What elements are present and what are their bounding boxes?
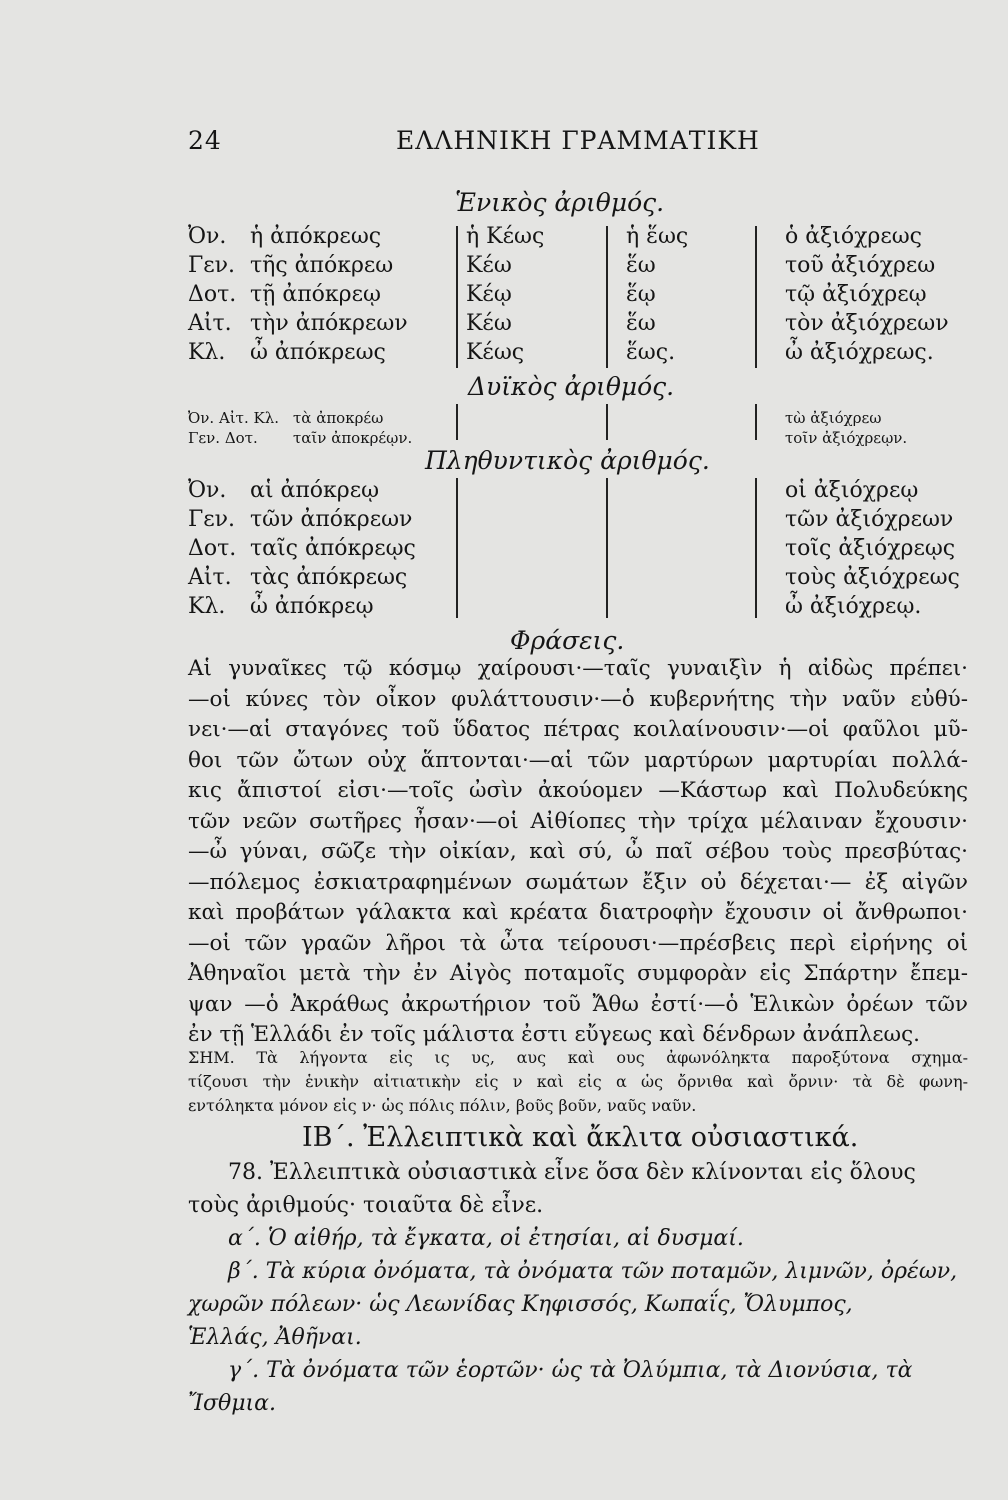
table-cell: Κέως <box>466 340 525 365</box>
text-line: εντόληκτα μόνον εἰς ν· ὡς πόλις πόλιν, βοῦς βοῦν, ναῦς ναῦν. <box>188 1096 697 1115</box>
text-line: Αἱ γυναῖκες τῷ κόσμῳ χαίρουσι·—ταῖς γυναιξὶν ἡ αἰδὼς πρέπει· <box>188 656 968 681</box>
table-cell <box>616 563 775 592</box>
column-rule <box>755 478 757 618</box>
table-cell <box>456 408 616 428</box>
column-rule <box>606 226 608 368</box>
table-cell: τοῦ ἀξιόχρεω <box>785 253 936 278</box>
table-cell: τοῖν ἀξιόχρεῳν. <box>785 429 908 447</box>
table-row <box>188 309 985 338</box>
paragraph-78 <box>188 1156 968 1420</box>
table-row <box>188 563 985 592</box>
phrases-title: Φράσεις. <box>510 626 625 655</box>
table-cell: ἡ Κέως <box>466 224 545 249</box>
column-rule <box>755 404 757 440</box>
table-row <box>188 222 985 251</box>
table-cell: τῷ ἀξιόχρεῳ <box>785 282 927 307</box>
table-cell: ταῖς ἀπόκρεῳς <box>250 536 416 561</box>
text-line: Ἀθηναῖοι μετὰ τὴν ἐν Αἰγὸς ποταμοῖς συμφορὰν εἰς Σπάρτην ἔπεμ- <box>188 961 968 986</box>
table-cell: τὸν ἀξιόχρεων <box>785 311 949 336</box>
text-line: Ἴσθμια. <box>188 1391 276 1416</box>
table-cell <box>456 592 616 621</box>
table-cell: οἱ ἀξιόχρεῳ <box>785 478 919 503</box>
table-row <box>188 408 985 428</box>
table-cell <box>456 563 616 592</box>
table-cell: τὴν ἀπόκρεων <box>250 311 408 336</box>
table-row <box>188 338 985 367</box>
table-cell <box>616 476 775 505</box>
page-number: 24 <box>188 126 222 155</box>
table-cell: τῇ ἀπόκρεῳ <box>250 282 381 307</box>
column-rule <box>456 478 458 618</box>
text-line: —οἱ κύνες τὸν οἶκον φυλάττουσιν·—ὁ κυβερνήτης τὴν ναῦν εὐθύ- <box>188 686 968 712</box>
text-line: β΄. Τὰ κύρια ὀνόματα, τὰ ὀνόματα τῶν ποταμῶν, λιμνῶν, ὀρέων, <box>228 1259 958 1284</box>
table-cell: τὼ ἀξιόχρεω <box>785 409 882 427</box>
text-line: χωρῶν πόλεων· ὡς Λεωνίδας Κηφισσός, Κωπαΐς, Ὄλυμπος, <box>188 1292 853 1317</box>
table-cell: τῶν ἀπόκρεων <box>250 507 413 532</box>
table-cell: αἱ ἀπόκρεῳ <box>250 478 380 503</box>
table-cell <box>616 428 775 448</box>
section-heading: ΙΒ΄. Ἐλλειπτικὰ καὶ ἄκλιτα οὐσιαστικά. <box>302 1122 859 1153</box>
text-line: —πόλεμος ἐσκιατραφημένων σωμάτων ἔξιν οὐ δέχεται·— ἐξ αἰγῶν <box>188 869 968 895</box>
table-cell <box>616 408 775 428</box>
text-line: κις ἄπιστοί εἰσι·—τοῖς ὠσὶν ἀκούομεν —Κάστωρ καὶ Πολυδεύκης <box>188 778 968 803</box>
text-line: γ΄. Τὰ ὀνόματα τῶν ἑορτῶν· ὡς τὰ Ὀλύμπια, τὰ Διονύσια, τὰ <box>228 1358 913 1383</box>
table-row <box>188 280 985 309</box>
text-line: ἐν τῇ Ἑλλάδι ἐν τοῖς μάλιστα ἐστι εὔγεως καὶ δένδρων ἀνάπλεως. <box>188 1022 920 1047</box>
table-row <box>188 505 985 534</box>
text-line: τῶν νεῶν σωτῆρες ἦσαν·—οἱ Αἰθίοπες τὴν τρίχα μέλαιναν ἔχουσιν· <box>188 808 968 834</box>
table-cell: τοῖς ἀξιόχρεῳς <box>785 536 956 561</box>
table-cell: ὦ ἀπόκρεως <box>250 340 386 365</box>
dual-title: Δυϊκὸς ἀριθμός. <box>468 372 675 401</box>
plural-title: Πληθυντικὸς ἀριθμός. <box>425 446 710 475</box>
table-cell <box>616 592 775 621</box>
table-cell: Γεν. <box>188 507 236 532</box>
table-cell: τῆς ἀπόκρεω <box>250 253 394 278</box>
column-rule <box>606 478 608 618</box>
text-line: νει·—αἱ σταγόνες τοῦ ὕδατος πέτρας κοιλαίνουσιν·—οἱ φαῦλοι μῦ- <box>188 717 968 742</box>
table-row <box>188 476 985 505</box>
text-line: α΄. Ὁ αἰθήρ, τὰ ἔγκατα, οἱ ἐτησίαι, αἱ δυσμαί. <box>228 1226 744 1251</box>
table-row <box>188 534 985 563</box>
table-cell: Δοτ. <box>188 282 237 307</box>
text-line: ψαν —ὁ Ἀκράθως ἀκρωτήριον τοῦ Ἄθω ἐστί·—ὁ Ἑλικὼν ὀρέων τῶν <box>188 991 968 1017</box>
table-row <box>188 592 985 621</box>
table-cell <box>456 428 616 448</box>
text-line: 78. Ἐλλειπτικὰ οὐσιαστικὰ εἶνε ὅσα δὲν κλίνονται εἰς ὅλους <box>228 1160 916 1185</box>
table-cell: Ὀν. <box>188 224 227 249</box>
table-row <box>188 428 985 448</box>
table-cell: Αἰτ. <box>188 311 232 336</box>
table-cell: Δοτ. <box>188 536 237 561</box>
text-line: θοι τῶν ὤτων οὐχ ἅπτονται·—αἱ τῶν μαρτύρων μαρτυρίαι πολλά- <box>188 747 968 773</box>
table-cell: Κέω <box>466 311 512 336</box>
table-cell <box>456 476 616 505</box>
table-cell <box>456 505 616 534</box>
table-cell: Κέω <box>466 253 512 278</box>
phrases-text <box>188 654 968 1051</box>
text-line: Ἑλλάς, Ἀθῆναι. <box>188 1325 362 1350</box>
table-cell <box>456 534 616 563</box>
text-line: —οἱ τῶν γραῶν λῆροι τὰ ὦτα τείρουσι·—πρέσβεις περὶ εἰρήνης οἱ <box>188 930 968 956</box>
table-cell: τὰ ἀποκρέω <box>293 409 384 427</box>
plural-table <box>188 476 985 621</box>
text-line: τοὺς ἀριθμούς· τοιαῦτα δὲ εἶνε. <box>188 1193 544 1218</box>
table-cell: ἕω <box>626 253 656 278</box>
table-cell: Γεν. <box>188 253 236 278</box>
table-cell: Ὀν. <box>188 478 227 503</box>
table-cell <box>616 505 775 534</box>
singular-title: Ἑνικὸς ἀριθμός. <box>455 188 665 217</box>
table-cell: Γεν. Δοτ. <box>188 429 258 447</box>
table-cell: Κλ. <box>188 594 226 619</box>
text-line: καὶ προβάτων γάλακτα καὶ κρέατα διατροφὴν ἔχουσιν οἱ ἄνθρωποι· <box>188 900 968 925</box>
table-cell: Αἰτ. <box>188 565 232 590</box>
table-cell: τὰς ἀπόκρεως <box>250 565 408 590</box>
table-cell: ἕῳ <box>626 282 656 307</box>
table-cell: Κλ. <box>188 340 226 365</box>
table-cell: Ὀν. Αἰτ. Κλ. <box>188 409 279 427</box>
note-text <box>188 1046 968 1118</box>
table-cell <box>616 534 775 563</box>
table-cell: ὦ ἀξιόχρεως. <box>785 340 934 365</box>
running-title: ΕΛΛΗΝΙΚΗ ΓΡΑΜΜΑΤΙΚΗ <box>396 126 760 155</box>
table-cell: τῶν ἀξιόχρεων <box>785 507 954 532</box>
table-cell: ἕως. <box>626 340 676 365</box>
column-rule <box>755 226 757 368</box>
text-line: ΣΗΜ. Τὰ λήγοντα εἰς ις υς, αυς καὶ ους ἀφωνόληκτα παροξύτονα σχημα- <box>188 1048 968 1067</box>
text-line: τίζουσι τὴν ἑνικὴν αἰτιατικὴν εἰς ν καὶ εἰς α ὡς ὄρνιθα καὶ ὄρνιν· τὰ δὲ φωνη- <box>188 1072 968 1091</box>
table-cell: τοὺς ἀξιόχρεως <box>785 565 960 590</box>
singular-table <box>188 222 985 367</box>
table-cell: ἡ ἕως <box>626 224 689 249</box>
table-cell: ἡ ἀπόκρεως <box>250 224 382 249</box>
column-rule <box>456 404 458 440</box>
table-cell: ταῖν ἀποκρέῳν. <box>293 429 413 447</box>
column-rule <box>456 226 458 368</box>
table-cell: ὁ ἀξιόχρεως <box>785 224 923 249</box>
text-line: —ὦ γύναι, σῶζε τὴν οἰκίαν, καὶ σύ, ὦ παῖ σέβου τοὺς πρεσβύτας· <box>188 839 968 864</box>
table-cell: Κέῳ <box>466 282 512 307</box>
column-rule <box>606 404 608 440</box>
table-cell: ὦ ἀξιόχρεῳ. <box>785 594 922 619</box>
dual-table <box>188 408 985 448</box>
table-cell: ὦ ἀπόκρεῳ <box>250 594 374 619</box>
table-cell: ἕω <box>626 311 656 336</box>
table-row <box>188 251 985 280</box>
